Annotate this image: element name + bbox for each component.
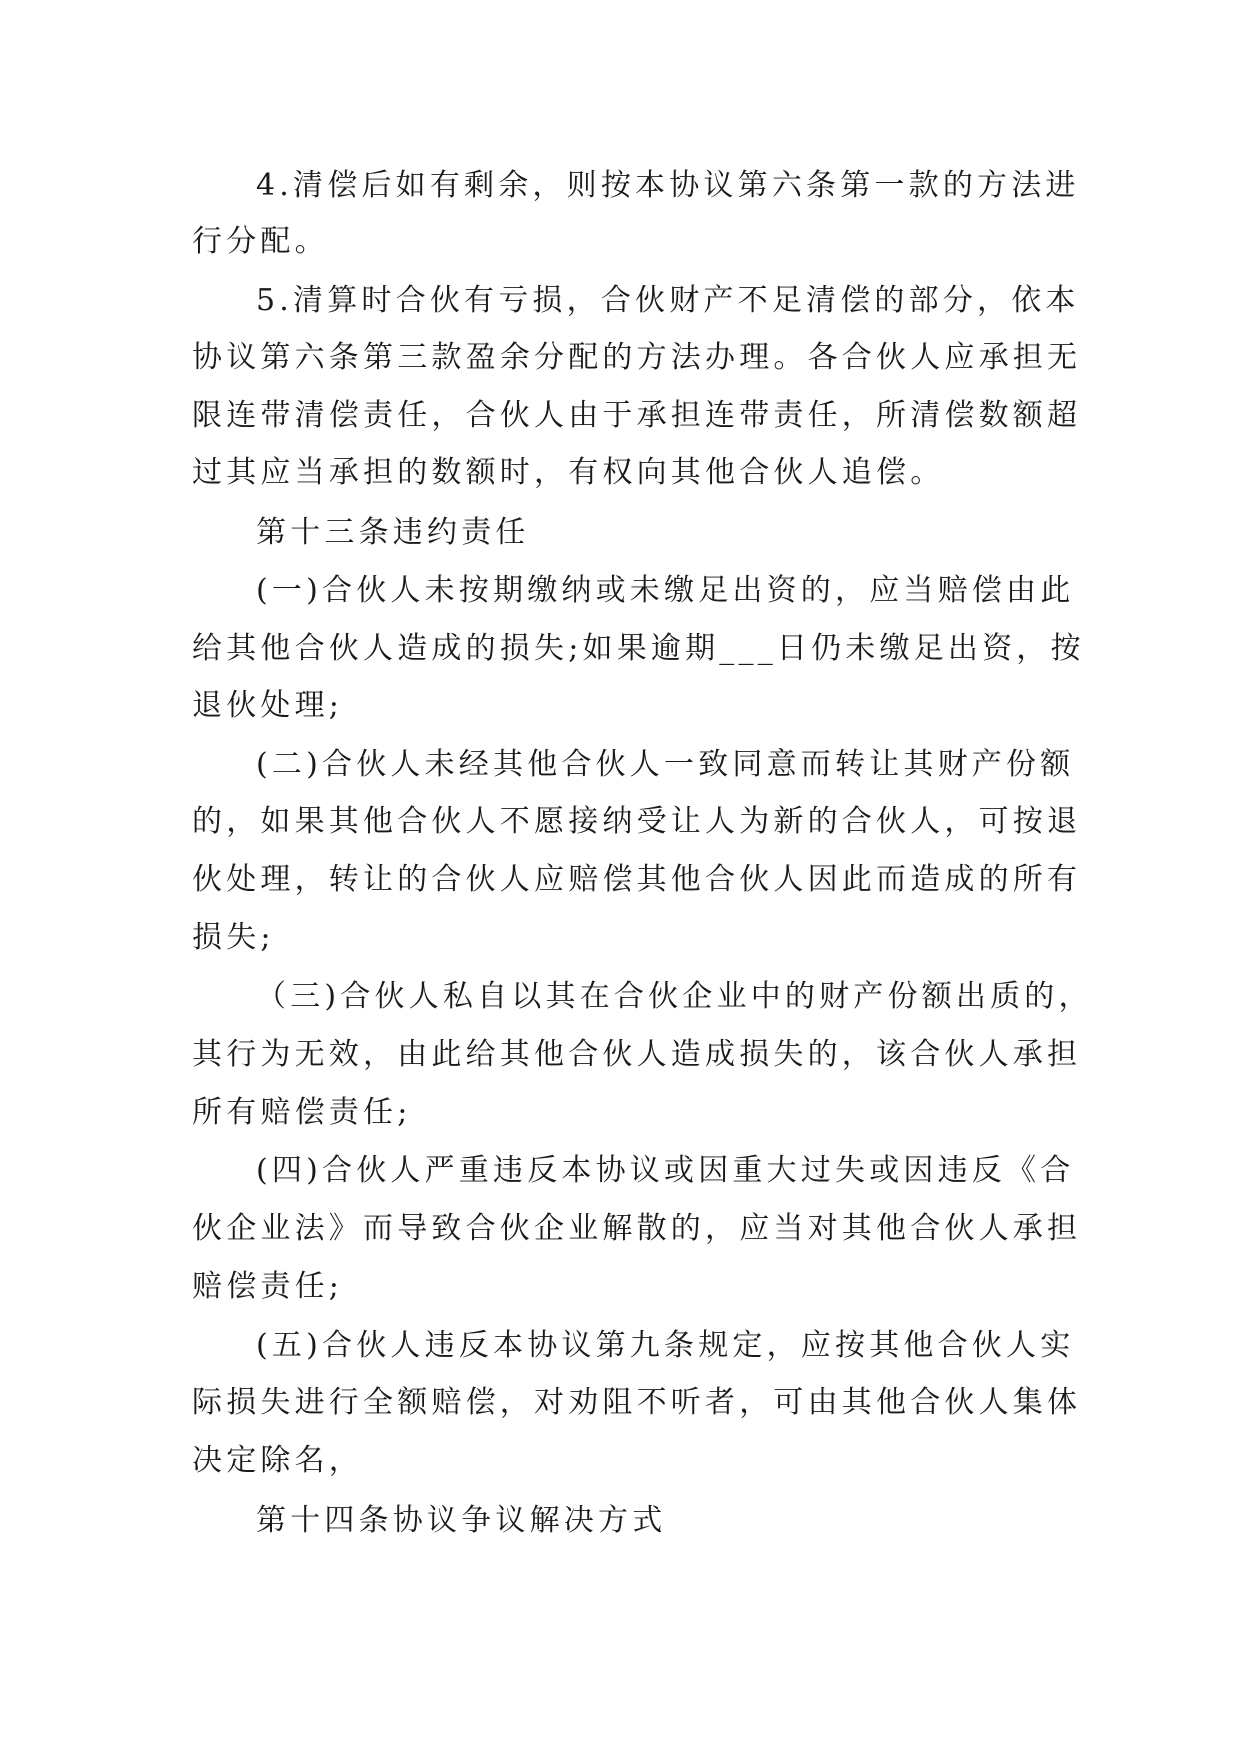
clause-13-item-5-line-1: (五)合伙人违反本协议第九条规定，应按其他合伙人实 — [256, 1328, 1075, 1363]
clause-12-item-5-line-4: 过其应当承担的数额时，有权向其他合伙人追偿。 — [192, 455, 945, 490]
clause-13-item-4-line-2: 伙企业法》而导致合伙企业解散的，应当对其他合伙人承担 — [192, 1211, 1082, 1246]
clause-13-item-2-line-3: 伙处理，转让的合伙人应赔偿其他合伙人因此而造成的所有 — [192, 862, 1082, 897]
clause-13-item-3-line-1: （三)合伙人私自以其在合伙企业中的财产份额出质的， — [256, 979, 1093, 1014]
clause-13-item-3-line-2: 其行为无效，由此给其他合伙人造成损失的，该合伙人承担 — [192, 1037, 1082, 1072]
clause-13-item-4-line-3: 赔偿责任; — [192, 1269, 344, 1304]
clause-13-item-2-line-4: 损失; — [192, 920, 275, 955]
clause-13-item-2-line-1: (二)合伙人未经其他合伙人一致同意而转让其财产份额 — [256, 747, 1075, 782]
clause-12-item-4-line-1: 4.清偿后如有剩余，则按本协议第六条第一款的方法进 — [256, 168, 1080, 203]
clause-12-item-4-line-2: 行分配。 — [192, 224, 329, 259]
clause-13-item-1-line-2: 给其他合伙人造成的损失;如果逾期___日仍未缴足出资，按 — [192, 631, 1085, 666]
clause-13-item-5-line-3: 决定除名， — [192, 1443, 363, 1478]
clause-13-item-1-line-1: (一)合伙人未按期缴纳或未缴足出资的，应当赔偿由此 — [256, 573, 1075, 608]
clause-13-item-5-line-2: 际损失进行全额赔偿，对劝阻不听者，可由其他合伙人集体 — [192, 1385, 1082, 1420]
clause-13-item-4-line-1: (四)合伙人严重违反本协议或因重大过失或因违反《合 — [256, 1153, 1075, 1188]
section-heading-14: 第十四条协议争议解决方式 — [256, 1503, 667, 1538]
clause-13-item-1-line-3: 退伙处理; — [192, 688, 344, 723]
clause-13-item-3-line-3: 所有赔偿责任; — [192, 1095, 412, 1130]
clause-12-item-5-line-1: 5.清算时合伙有亏损，合伙财产不足清偿的部分，依本 — [256, 283, 1080, 318]
clause-12-item-5-line-3: 限连带清偿责任，合伙人由于承担连带责任，所清偿数额超 — [192, 398, 1082, 433]
section-heading-13: 第十三条违约责任 — [256, 515, 530, 550]
clause-13-item-2-line-2: 的，如果其他合伙人不愿接纳受让人为新的合伙人，可按退 — [192, 804, 1082, 839]
clause-12-item-5-line-2: 协议第六条第三款盈余分配的方法办理。各合伙人应承担无 — [192, 340, 1082, 375]
